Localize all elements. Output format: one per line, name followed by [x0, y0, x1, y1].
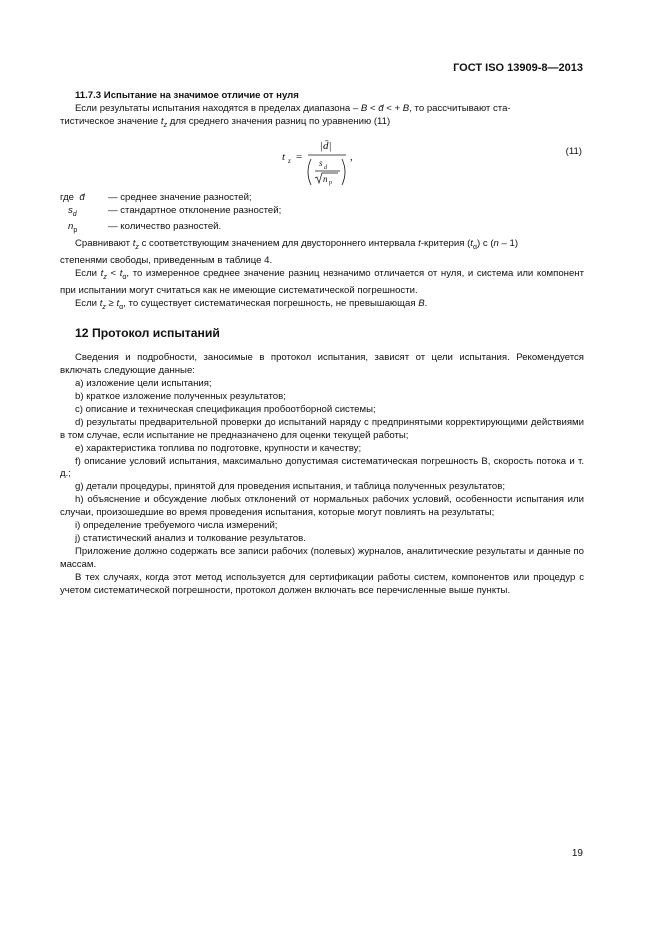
paragraph-appendix: Приложение должно содержать все записи рабочих (полевых) журналов, аналитические результаты и данные по массам. — [60, 545, 584, 570]
paragraph-significant: Если $t_z \ge t_\alpha$, то существует систематическая погрешность, не превышающая B. — [75, 297, 428, 311]
list-item: h) объяснение и обсуждение любых отклонений от нормальных рабочих условий, особенности испытания или случаи, произошедшие во время проведения испытания, которые могут повлиять на результаты; — [60, 494, 584, 519]
paragraph-not-significant: Если $t_z < t_\alpha$, то измеренное среднее значение разниц незначимо отличается от нуля, и система или компонент при испытании могут считаться как не имеющие систематической погрешности. — [60, 267, 584, 296]
page-content — [60, 90, 584, 598]
equation-11 — [60, 136, 584, 190]
document-header: ГОСТ ISO 13909-8—2013 — [453, 62, 583, 74]
list-item: f) описание условий испытания, максимально допустимая систематическая погрешность B, скорость потока и т. д.; — [60, 455, 584, 480]
eq-lhs-sub: z — [288, 156, 291, 165]
list-item: b) краткое изложение полученных результатов; — [75, 391, 286, 403]
subsection-heading: 11.7.3 Испытание на значимое отличие от нуля — [75, 90, 299, 101]
equation-number: (11) — [565, 145, 582, 157]
where-row-stddev: $s_d$ — стандартное отклонение разностей; — [68, 204, 282, 218]
list-item: e) характеристика топлива по подготовке, крупности и качеству; — [75, 442, 362, 454]
section-heading: 12 Протокол испытаний — [75, 326, 220, 341]
eq-equals: = — [296, 150, 303, 163]
paragraph-range: Если результаты испытания находятся в пределах диапазона – B < d̄ < + B, то рассчитывают ста- тистическое значение $t_z$ для среднего значения разниц по уравнению (11) — [60, 102, 511, 129]
eq-n-sub: p — [329, 179, 332, 186]
list-item: j) статистический анализ и толкование результатов. — [75, 533, 306, 544]
eq-s: s — [319, 157, 323, 168]
eq-numerator: |d̄| — [320, 139, 332, 152]
list-item: c) описание и техническая спецификация пробоотборной системы; — [75, 403, 376, 415]
list-item: a) изложение цели испытания; — [75, 378, 212, 390]
equation-11-graphic — [280, 136, 410, 190]
eq-lhs: t — [282, 150, 286, 163]
paragraph-compare: Сравнивают $t_z$ с соответствующим значением для двустороннего интервала t-критерия $(t_\alpha)$ с (n – 1) степенями свободы, приведенным в таблице 4. — [60, 238, 519, 266]
eq-comma: , — [350, 150, 353, 163]
list-item: i) определение требуемого числа измерений; — [75, 520, 278, 532]
eq-s-sub: d — [324, 164, 327, 171]
where-row-count: $n_p$ — количество разностей. — [68, 221, 222, 235]
list-item: g) детали процедуры, принятой для проведения испытания, и таблица полученных результатов; — [75, 481, 505, 493]
paragraph-certification: В тех случаях, когда этот метод используется для сертификации работы систем, компонентов или процедур с учетом систематической погрешности, протокол должен включать все перечисленные выше пункты. — [60, 571, 584, 596]
eq-n: n — [323, 173, 328, 184]
where-row-mean: где d̄ — среднее значение разностей; — [60, 191, 252, 203]
page-number: 19 — [571, 848, 583, 859]
list-item: d) результаты предварительной проверки до испытаний наряду с предпринятыми корректирующими действиями в том случае, если испытание не предназначено для оценки текущей работы; — [60, 416, 584, 441]
section-intro: Сведения и подробности, заносимые в протокол испытания, зависят от цели испытания. Рекомендуется включать следующие данные: — [60, 352, 584, 377]
